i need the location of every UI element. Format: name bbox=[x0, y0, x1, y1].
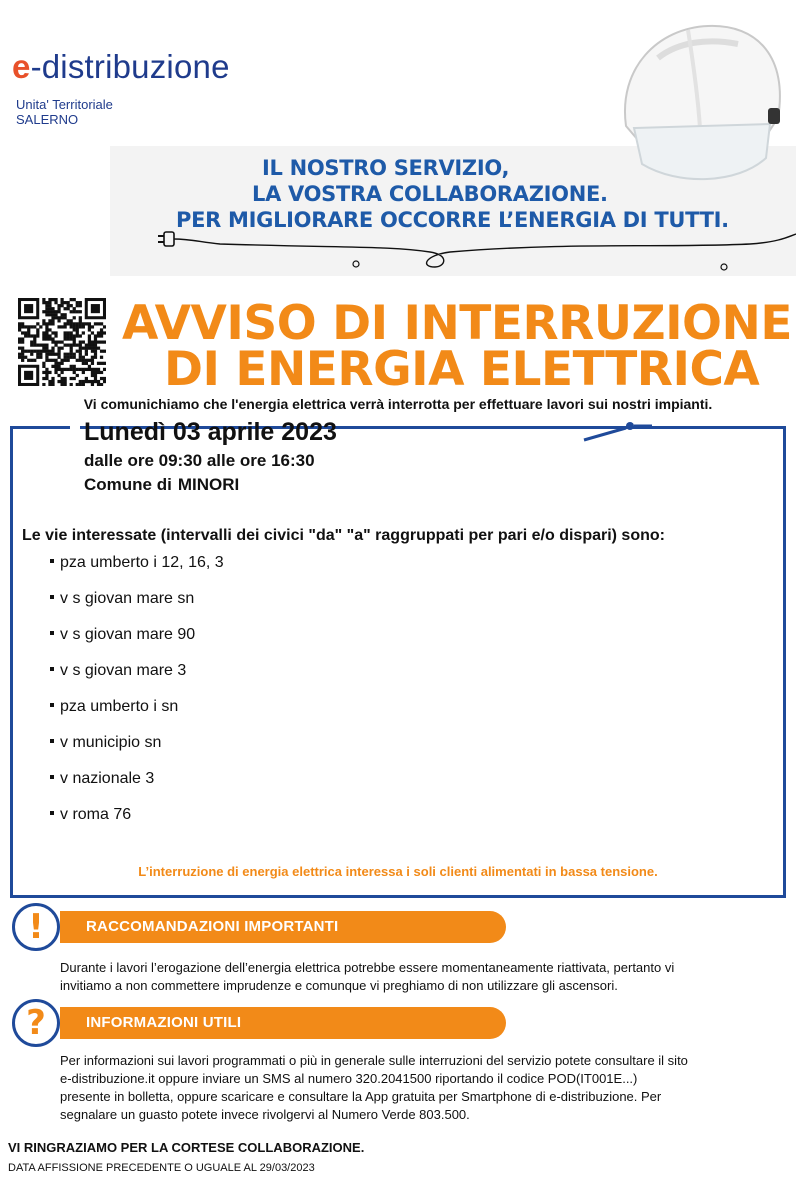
street-name: v s giovan mare sn bbox=[60, 590, 195, 607]
logo-e: e bbox=[12, 48, 31, 85]
comune-name: MINORI bbox=[177, 475, 240, 494]
recommendations-banner bbox=[60, 911, 506, 943]
box-gap bbox=[70, 418, 80, 432]
list-item bbox=[50, 734, 161, 752]
thanks-text: VI RINGRAZIAMO PER LA CORTESE COLLABORAZIONE. bbox=[8, 1140, 365, 1155]
streets-heading: Le vie interessate (intervalli dei civici "da" "a" raggruppati per pari e/o dispari) sono: bbox=[22, 527, 665, 544]
unit-label bbox=[16, 97, 113, 127]
info-title: INFORMAZIONI UTILI bbox=[86, 1014, 242, 1031]
bullet bbox=[50, 595, 54, 599]
list-item bbox=[50, 662, 186, 680]
unit-label-text: Unita' Territoriale bbox=[16, 97, 113, 112]
info-line-1: Per informazioni sui lavori programmati o più in generale sulle interruzioni del servizio potete consultare il sito bbox=[60, 1053, 688, 1068]
comune-label: Comune di bbox=[84, 475, 172, 494]
street-name: v nazionale 3 bbox=[60, 770, 155, 787]
posting-date-label: DATA AFFISSIONE PRECEDENTE O UGUALE AL bbox=[8, 1162, 257, 1174]
electric-plug-icon bbox=[582, 420, 652, 442]
street-name: pza umberto i sn bbox=[60, 698, 179, 715]
qr-code[interactable] bbox=[18, 298, 106, 386]
list-item bbox=[50, 626, 195, 644]
interruption-date: Lunedì 03 aprile 2023 bbox=[84, 418, 337, 446]
info-line-3: presente in bolletta, oppure scaricare e consultare la App gratuita per Smartphone di e-distribuzione. Per bbox=[60, 1089, 662, 1104]
slogan-line-3: PER MIGLIORARE OCCORRE L’ENERGIA DI TUTTI. bbox=[176, 208, 729, 232]
recommendations-text bbox=[60, 959, 780, 995]
info-banner bbox=[60, 1007, 506, 1039]
low-voltage-note: L’interruzione di energia elettrica interessa i soli clienti alimentati in bassa tensione. bbox=[138, 864, 658, 879]
bullet bbox=[50, 775, 54, 779]
title-line-1: AVVISO DI INTERRUZIONE bbox=[122, 296, 792, 351]
intro-text: Vi comunichiamo che l'energia elettrica verrà interrotta per effettuare lavori sui nostri impianti. bbox=[83, 396, 713, 412]
bullet bbox=[50, 631, 54, 635]
info-text bbox=[60, 1052, 780, 1124]
recommendations-line-1: Durante i lavori l’erogazione dell’energia elettrica potrebbe essere momentaneamente riattivata, pertanto vi bbox=[60, 960, 675, 975]
cable-swirl-icon bbox=[150, 222, 796, 276]
bullet bbox=[50, 811, 54, 815]
logo bbox=[12, 48, 230, 86]
info-line-4: segnalare un guasto potete invece rivolgervi al Numero Verde 803.500. bbox=[60, 1107, 470, 1122]
unit-city: SALERNO bbox=[16, 112, 79, 127]
street-name: v roma 76 bbox=[60, 806, 132, 823]
comune bbox=[84, 475, 239, 495]
street-name: v municipio sn bbox=[60, 734, 162, 751]
list-item bbox=[50, 554, 224, 572]
posting-date-value: 29/03/2023 bbox=[259, 1162, 315, 1174]
street-name: v s giovan mare 3 bbox=[60, 662, 187, 679]
logo-text: -distribuzione bbox=[30, 48, 230, 85]
interruption-time-range: dalle ore 09:30 alle ore 16:30 bbox=[84, 451, 315, 470]
street-name: v s giovan mare 90 bbox=[60, 626, 196, 643]
posting-date bbox=[8, 1162, 315, 1174]
safety-helmet-icon bbox=[598, 8, 794, 198]
list-item bbox=[50, 698, 178, 716]
title-line-2: DI ENERGIA ELETTRICA bbox=[164, 342, 760, 397]
slogan-line-2: LA VOSTRA COLLABORAZIONE. bbox=[252, 182, 608, 206]
bullet bbox=[50, 703, 54, 707]
question-icon: ? bbox=[12, 999, 60, 1047]
list-item bbox=[50, 806, 131, 824]
recommendations-title: RACCOMANDAZIONI IMPORTANTI bbox=[86, 918, 339, 935]
street-name: pza umberto i 12, 16, 3 bbox=[60, 554, 224, 571]
bullet bbox=[50, 739, 54, 743]
slogan-line-1: IL NOSTRO SERVIZIO, bbox=[262, 156, 510, 180]
bullet bbox=[50, 559, 54, 563]
recommendations-line-2: invitiamo a non commettere imprudenze e comunque vi preghiamo di non utilizzare gli ascensori. bbox=[60, 978, 618, 993]
exclamation-icon: ! bbox=[12, 903, 60, 951]
info-line-2: e-distribuzione.it oppure inviare un SMS al numero 320.2041500 riportando il codice POD(IT001E...) bbox=[60, 1071, 638, 1086]
bullet bbox=[50, 667, 54, 671]
list-item bbox=[50, 770, 154, 788]
list-item bbox=[50, 590, 194, 608]
